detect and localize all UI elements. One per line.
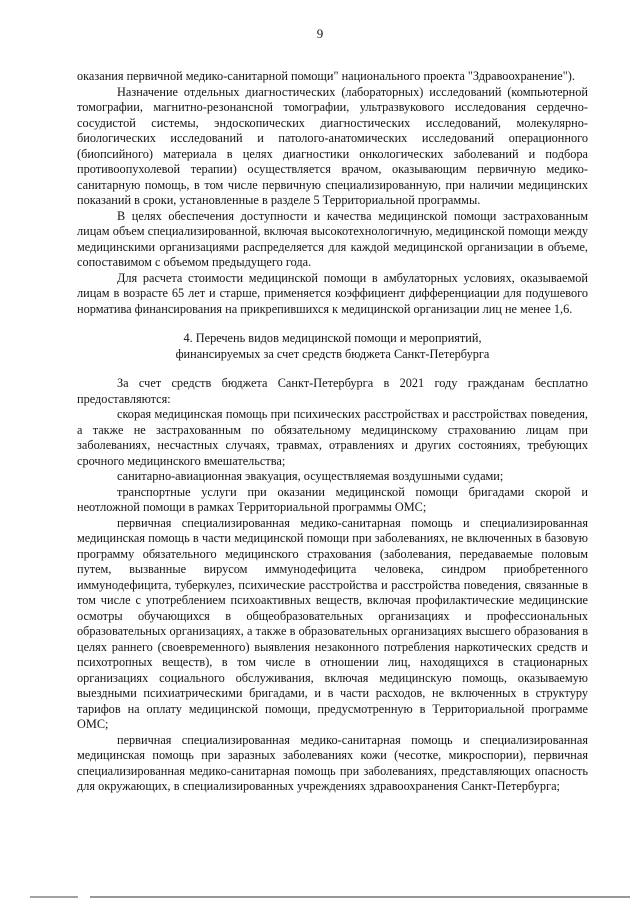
- paragraph: оказания первичной медико-санитарной помощи" национального проекта "Здравоохранение").: [77, 69, 575, 83]
- section-heading: [77, 331, 588, 362]
- paragraph: скорая медицинская помощь при психических расстройствах и расстройствах поведения, а также не застрахованным по обязательному медицинскому страхованию лицам при заболеваниях, несчастных случаях, травмах, отравлениях и других состояниях, требующих срочного медицинского вмешательства;: [77, 407, 588, 468]
- paragraph: В целях обеспечения доступности и качества медицинской помощи застрахованным лицам объем специализированной, включая высокотехнологичную, медицинской помощи между медицинскими организациями распределяется для каждой медицинской организации в объеме, сопоставимом с объемом предыдущего года.: [77, 208, 588, 269]
- paragraph: санитарно-авиационная эвакуация, осуществляемая воздушными судами;: [117, 469, 504, 483]
- section-heading-line: 4. Перечень видов медицинской помощи и мероприятий,: [183, 331, 482, 345]
- paragraph: первичная специализированная медико-санитарная помощь и специализированная медицинская помощь в части медицинской помощи при заболеваниях, не включенных в базовую программу обязательного медицинского страхования (заболевания, передаваемые половым путем, вызванные вирусом иммунодефицита человека, синдром приобретенного иммунодефицита, туберкулез, психические расстройства и расстройства поведения, связанные в том числе с употреблением психоактивных веществ, включая профилактические медицинские осмотры обучающихся в общеобразовательных организациях и профессиональных образовательных организациях, а также в образовательных организациях высшего образования в целях раннего (своевременного) выявления незаконного потребления наркотических средств и психотропных веществ), в том числе в отношении лиц, находящихся в стационарных организациях социального обслуживания, включая медицинскую помощь, оказываемую выездными психиатрическими бригадами, и в части расходов, не включенных в структуру тарифов на оплату медицинской помощи, предусмотренную в Территориальной программе ОМС;: [77, 515, 588, 731]
- section-heading-line: финансируемых за счет средств бюджета Санкт-Петербурга: [175, 346, 490, 361]
- scan-edge-line: [30, 896, 630, 898]
- page-number: 9: [316, 26, 324, 41]
- paragraph: транспортные услуги при оказании медицинской помощи бригадами скорой и неотложной помощи в рамках Территориальной программы ОМС;: [77, 484, 588, 514]
- paragraph: Для расчета стоимости медицинской помощи в амбулаторных условиях, оказываемой лицам в возрасте 65 лет и старше, применяется коэффициент дифференциации для подушевого норматива финансирования на прикрепившихся к медицинской организации лиц не менее 1,6.: [77, 270, 588, 316]
- paragraph: За счет средств бюджета Санкт-Петербурга в 2021 году гражданам бесплатно предоставляются:: [77, 376, 588, 406]
- paragraph: первичная специализированная медико-санитарная помощь и специализированная медицинская помощь при заразных заболеваниях кожи (чесотке, микроспории), первичная специализированная медико-санитарная помощь при заболеваниях, представляющих опасность для окружающих, в специализированных учреждениях здравоохранения Санкт-Петербурга;: [77, 732, 588, 793]
- document-body: [77, 69, 588, 795]
- paragraph: Назначение отдельных диагностических (лабораторных) исследований (компьютерной томографии, магнитно-резонансной томографии, ультразвукового исследования сердечно-сосудистой системы, эндоскопических диагностических исследований, молекулярно-биологических исследований и патолого-анатомических исследований операционного (биопсийного) материала в целях диагностики онкологических заболеваний и подбора противоопухолевой терапии) осуществляется врачом, оказывающим первичную медико-санитарную помощь, в том числе первичную специализированную, при наличии медицинских показаний в сроки, установленные в разделе 5 Территориальной программы.: [77, 84, 588, 207]
